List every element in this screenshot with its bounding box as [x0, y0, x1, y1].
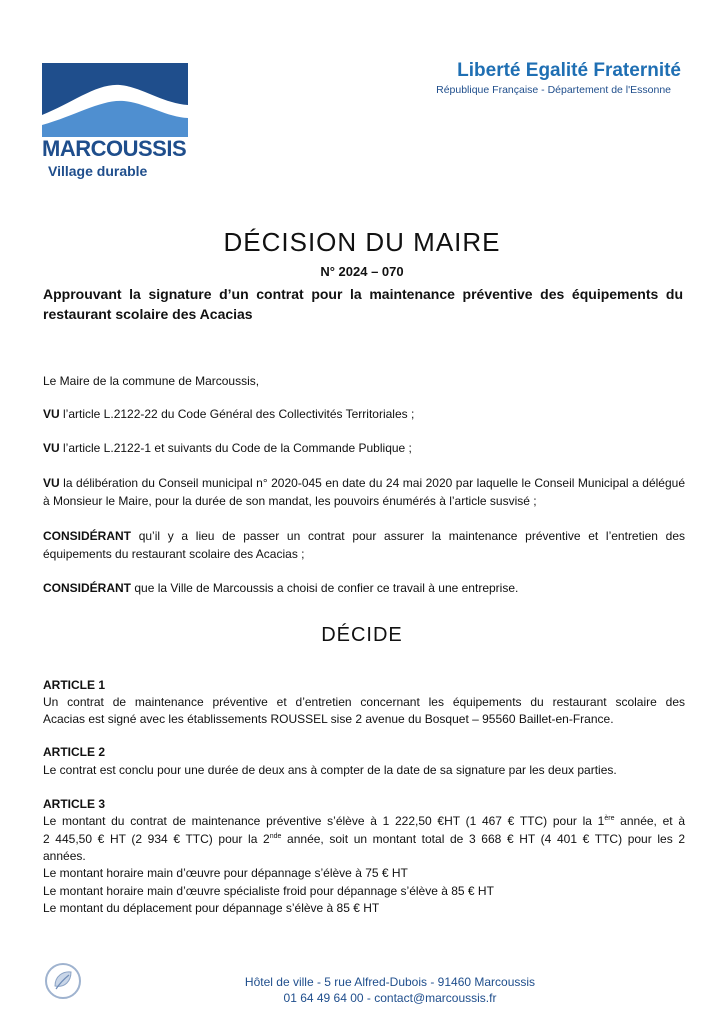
article-3-line-2b: année, soit un montant total de 3 668 € HT (4 401 € TTC) pour les 2	[281, 832, 686, 846]
decide-heading: DÉCIDE	[321, 624, 403, 646]
eco-label-icon	[44, 962, 82, 1000]
republic-motto	[436, 60, 681, 96]
logo-wave-icon	[42, 63, 188, 137]
article-3-line-1	[43, 813, 685, 830]
article-3-line-3: années.	[43, 849, 86, 863]
decision-subject: Approuvant la signature d’un contrat pour la maintenance préventive des équipements du restaurant scolaire des Acacias	[43, 286, 683, 322]
article-3-line-5: Le montant horaire main d’œuvre spécialiste froid pour dépannage s’élève à 85 € HT	[43, 884, 494, 898]
marcoussis-logo	[42, 63, 190, 183]
considerant-label: CONSIDÉRANT	[43, 581, 132, 595]
article-3-line-1b: année, et à	[614, 814, 685, 828]
logo-tagline: Village durable	[48, 163, 148, 179]
article-3-line-4: Le montant horaire main d’œuvre pour dépannage s’élève à 75 € HT	[43, 866, 408, 880]
vu-label: VU	[43, 476, 60, 490]
vu-paragraph-3	[43, 474, 685, 510]
ordinal-superscript: nde	[269, 833, 282, 840]
vu-paragraph-2	[43, 439, 685, 457]
decision-number: N° 2024 – 070	[320, 264, 404, 279]
article-1-title: ARTICLE 1	[43, 678, 106, 692]
document-title: DÉCISION DU MAIRE	[223, 227, 501, 257]
considerant-paragraph-1	[43, 527, 685, 563]
footer-contact	[160, 974, 620, 1006]
vu-text: l’article L.2122-22 du Code Général des Collectivités Territoriales ;	[59, 407, 415, 421]
footer-phone-email: 01 64 49 64 00 - contact@marcoussis.fr	[283, 991, 497, 1005]
intro-paragraph: Le Maire de la commune de Marcoussis,	[43, 374, 260, 388]
vu-text: l’article L.2122-1 et suivants du Code de la Commande Publique ;	[59, 441, 412, 455]
article-3-line-1a: Le montant du contrat de maintenance préventive s’élève à 1 222,50 €HT (1 467 € TTC) pour la 1	[43, 814, 605, 828]
vu-paragraph-1	[43, 405, 685, 423]
vu-label: VU	[43, 441, 60, 455]
logo-name: MARCOUSSIS	[42, 136, 187, 161]
considerant-text: que la Ville de Marcoussis a choisi de confier ce travail à une entreprise.	[131, 581, 519, 595]
vu-text: la délibération du Conseil municipal n° 2020-045 en date du 24 mai 2020 par laquelle le Conseil Municipal a délégué à Monsieur le Maire, pour la durée de son mandat, les pouvoirs énumérés à l’article susvisé ;	[43, 476, 685, 508]
article-3-line-6: Le montant du déplacement pour dépannage s’élève à 85 € HT	[43, 901, 380, 915]
article-1-line-2: Acacias est signé avec les établissements ROUSSEL sise 2 avenue du Bosquet – 95560 Baillet-en-France.	[43, 712, 614, 726]
article-2-title: ARTICLE 2	[43, 745, 106, 759]
motto-sub: République Française - Département de l'Essonne	[436, 84, 671, 96]
article-3-line-2a: 2 445,50 € HT (2 934 € TTC) pour la 2	[43, 832, 270, 846]
considerant-text: qu’il y a lieu de passer un contrat pour assurer la maintenance préventive et l’entretien des équipements du restaurant scolaire des Acacias ;	[43, 529, 685, 561]
considerant-label: CONSIDÉRANT	[43, 529, 132, 543]
considerant-paragraph-2	[43, 579, 685, 597]
article-3-title: ARTICLE 3	[43, 797, 106, 811]
article-1-line-1: Un contrat de maintenance préventive et d’entretien concernant les équipements du restaurant scolaire des	[43, 695, 685, 709]
article-2-text: Le contrat est conclu pour une durée de deux ans à compter de la date de sa signature par les deux parties.	[43, 763, 617, 777]
vu-label: VU	[43, 407, 60, 421]
ordinal-superscript: ère	[604, 815, 615, 822]
footer-address: Hôtel de ville - 5 rue Alfred-Dubois - 91460 Marcoussis	[244, 975, 536, 989]
article-3-line-2	[43, 831, 685, 848]
motto-main: Liberté Egalité Fraternité	[457, 60, 681, 81]
